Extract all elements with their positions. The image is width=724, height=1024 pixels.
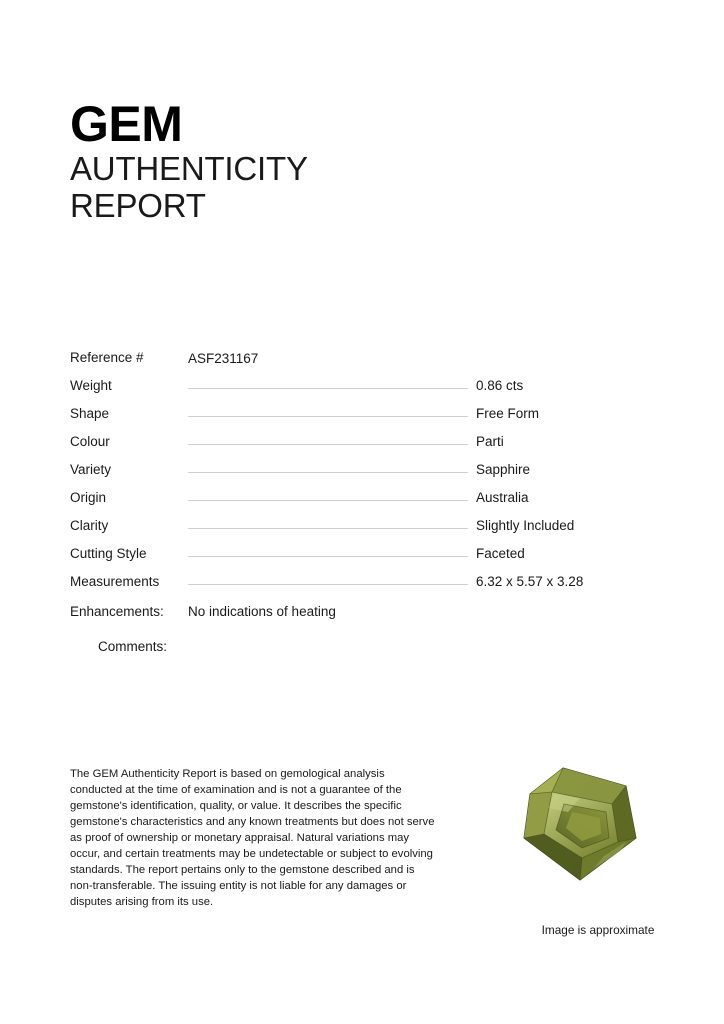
spec-value: Parti [476, 434, 504, 449]
spec-value: ASF231167 [188, 351, 259, 366]
table-row [70, 574, 654, 602]
title-gem: GEM [70, 96, 183, 152]
spec-label: Measurements [70, 574, 160, 589]
spec-label: Colour [70, 434, 110, 449]
spec-label: Clarity [70, 518, 109, 533]
spec-rule [188, 518, 476, 534]
spec-value: Australia [476, 490, 529, 505]
spec-label: Shape [70, 406, 110, 421]
enhancements-label: Enhancements: [70, 604, 164, 619]
spec-rule [188, 490, 476, 506]
table-row [70, 434, 654, 462]
spec-rule [188, 406, 476, 422]
spec-value: Faceted [476, 546, 525, 561]
spec-label: Weight [70, 378, 112, 393]
gem-image-caption: Image is approximate [541, 923, 655, 937]
spec-rule [188, 350, 476, 366]
enhancements-value: No indications of heating [188, 604, 336, 619]
table-row [70, 406, 654, 434]
table-row [70, 546, 654, 574]
title-report: REPORT [70, 187, 206, 224]
specifications-table [70, 350, 654, 602]
spec-rule [188, 546, 476, 562]
table-row [70, 462, 654, 490]
table-row [70, 490, 654, 518]
spec-rule [188, 574, 476, 590]
comments-row [98, 639, 167, 655]
page-title [70, 98, 490, 224]
gemstone-image [508, 760, 664, 890]
enhancements-row [70, 604, 336, 620]
spec-label: Reference # [70, 350, 144, 365]
spec-value: Sapphire [476, 462, 531, 477]
title-authenticity: AUTHENTICITY [70, 150, 308, 187]
spec-label: Origin [70, 490, 107, 505]
table-row [70, 518, 654, 546]
spec-value: 6.32 x 5.57 x 3.28 [476, 574, 584, 589]
comments-label: Comments: [98, 639, 168, 654]
spec-label: Cutting Style [70, 546, 147, 561]
spec-rule [188, 462, 476, 478]
gem-svg [508, 760, 664, 890]
spec-value: 0.86 cts [476, 378, 524, 393]
spec-value: Free Form [476, 406, 540, 421]
spec-rule [188, 434, 476, 450]
spec-value: Slightly Included [476, 518, 575, 533]
spec-rule [188, 378, 476, 394]
spec-label: Variety [70, 462, 112, 477]
disclaimer-text: The GEM Authenticity Report is based on gemological analysis conducted at the time of examination and is not a guarantee of the gemstone's identification, quality, or value. It describes the specific gemstone's characteristics and any known treatments but does not serve as proof of ownership or monetary appraisal. Natural variations may occur, and certain treatments may be undetectable or subject to evolving standards. The report pertains only to the gemstone described and is non-transferable. The issuing entity is not liable for any damages or disputes arising from its use. [70, 768, 435, 908]
table-row [70, 350, 654, 378]
table-row [70, 378, 654, 406]
